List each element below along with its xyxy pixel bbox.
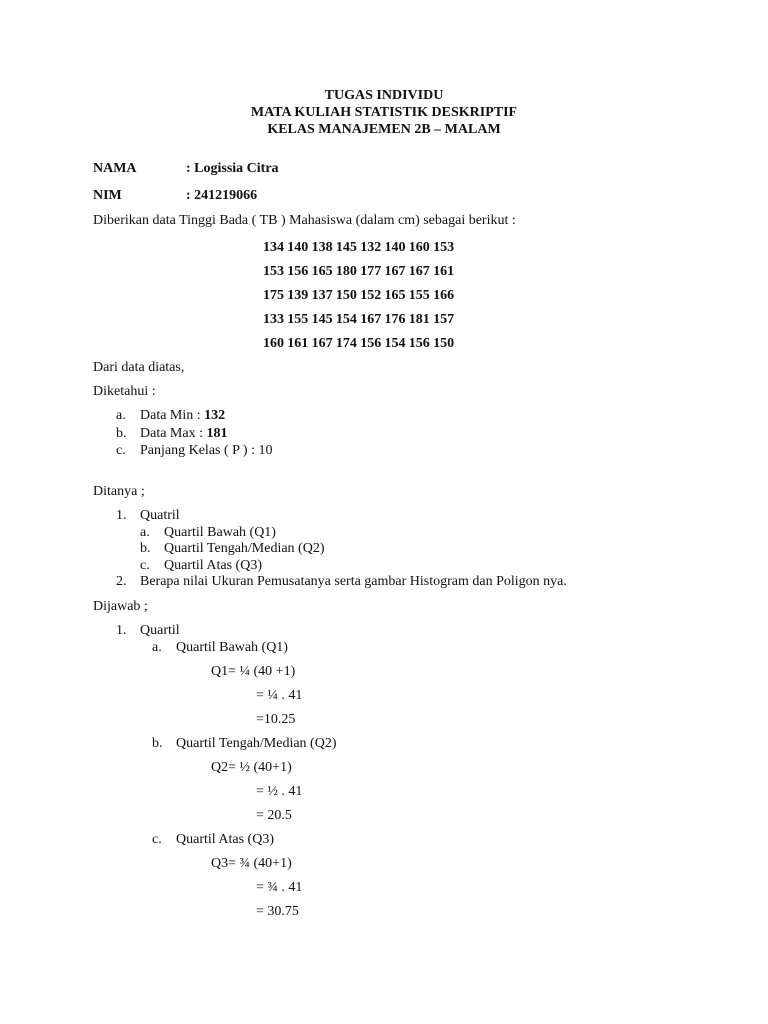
data-cell: 153 xyxy=(263,264,284,279)
sub-question-text: Quartil Atas (Q3) xyxy=(164,558,262,573)
formula-line: Q2= ½ (40+1) xyxy=(211,760,292,775)
list-marker: c. xyxy=(116,443,126,458)
data-cell: 145 xyxy=(335,240,357,255)
data-cell: 160 xyxy=(408,240,430,255)
dijawab-heading: Dijawab ; xyxy=(93,599,148,614)
data-cell: 165 xyxy=(384,288,406,303)
data-row xyxy=(263,240,457,256)
data-cell: 167 xyxy=(311,336,333,351)
answer-1-title: Quartil xyxy=(140,623,180,638)
data-row xyxy=(263,288,457,304)
list-marker: b. xyxy=(152,736,163,751)
answer-part-title: Quartil Atas (Q3) xyxy=(176,832,274,847)
data-cell: 133 xyxy=(263,312,284,327)
data-cell: 140 xyxy=(287,240,309,255)
nama-value: : Logissia Citra xyxy=(186,161,279,176)
title-line-2: MATA KULIAH STATISTIK DESKRIPTIF xyxy=(250,105,518,120)
data-cell: 165 xyxy=(311,264,333,279)
data-row xyxy=(263,264,457,280)
sub-question-text: Quartil Bawah (Q1) xyxy=(164,525,276,540)
data-cell: 150 xyxy=(433,336,455,351)
data-cell: 138 xyxy=(311,240,333,255)
list-item xyxy=(140,525,276,541)
data-cell: 155 xyxy=(287,312,309,327)
list-marker: a. xyxy=(116,408,126,423)
data-cell: 156 xyxy=(408,336,430,351)
data-cell: 139 xyxy=(287,288,309,303)
data-cell: 181 xyxy=(408,312,430,327)
data-cell: 175 xyxy=(263,288,284,303)
data-cell: 154 xyxy=(335,312,357,327)
data-min-label: Data Min : xyxy=(140,408,205,423)
question-2-text: Berapa nilai Ukuran Pemusatanya serta gambar Histogram dan Poligon nya. xyxy=(140,574,567,589)
data-cell: 152 xyxy=(360,288,382,303)
answer-part-title: Quartil Bawah (Q1) xyxy=(176,640,288,655)
data-cell: 153 xyxy=(433,240,455,255)
data-max-value: 181 xyxy=(206,426,228,441)
data-cell: 156 xyxy=(287,264,309,279)
data-cell: 166 xyxy=(433,288,455,303)
data-min-value: 132 xyxy=(204,408,226,423)
data-cell: 177 xyxy=(360,264,382,279)
list-item xyxy=(116,623,180,639)
formula-line: Q1= ¼ (40 +1) xyxy=(211,664,296,679)
nama-label: NAMA xyxy=(93,161,137,176)
list-marker: b. xyxy=(116,426,127,441)
list-item xyxy=(140,558,262,574)
data-cell: 174 xyxy=(335,336,357,351)
panjang-kelas-label: Panjang Kelas ( P ) : 10 xyxy=(140,443,273,458)
data-row xyxy=(263,336,457,352)
data-cell: 156 xyxy=(360,336,382,351)
list-marker: c. xyxy=(152,832,162,847)
list-item xyxy=(116,408,225,424)
data-cell: 176 xyxy=(384,312,406,327)
list-marker: c. xyxy=(140,558,150,573)
list-marker: a. xyxy=(152,640,162,655)
formula-line: Q3= ¾ (40+1) xyxy=(211,856,292,871)
data-cell: 140 xyxy=(384,240,406,255)
intro-text: Diberikan data Tinggi Bada ( TB ) Mahasiswa (dalam cm) sebagai berikut : xyxy=(93,213,516,228)
dari-data-text: Dari data diatas, xyxy=(93,360,185,375)
list-marker: 1. xyxy=(116,623,127,638)
question-1-text: Quatril xyxy=(140,508,180,523)
list-item xyxy=(116,426,227,442)
data-cell: 161 xyxy=(433,264,455,279)
data-cell: 154 xyxy=(384,336,406,351)
formula-line: = ½ . 41 xyxy=(256,784,303,799)
data-cell: 167 xyxy=(408,264,430,279)
data-cell: 132 xyxy=(360,240,382,255)
list-item xyxy=(140,541,325,557)
formula-line: = ¼ . 41 xyxy=(256,688,303,703)
formula-line: = 30.75 xyxy=(256,904,299,919)
data-max-label: Data Max : xyxy=(140,426,207,441)
list-marker: 2. xyxy=(116,574,127,589)
data-cell: 150 xyxy=(335,288,357,303)
list-marker: 1. xyxy=(116,508,127,523)
data-cell: 167 xyxy=(384,264,406,279)
data-cell: 157 xyxy=(433,312,455,327)
data-cell: 161 xyxy=(287,336,309,351)
list-item xyxy=(152,736,337,752)
nim-value: : 241219066 xyxy=(186,188,258,203)
list-item xyxy=(152,832,274,848)
data-cell: 145 xyxy=(311,312,333,327)
data-cell: 134 xyxy=(263,240,284,255)
formula-line: = ¾ . 41 xyxy=(256,880,303,895)
data-cell: 155 xyxy=(408,288,430,303)
data-cell: 137 xyxy=(311,288,333,303)
list-marker: a. xyxy=(140,525,150,540)
ditanya-heading: Ditanya ; xyxy=(93,484,145,499)
formula-line: =10.25 xyxy=(256,712,296,727)
list-item xyxy=(116,574,567,590)
nim-label: NIM xyxy=(93,188,122,203)
list-item xyxy=(116,443,272,459)
sub-question-text: Quartil Tengah/Median (Q2) xyxy=(164,541,325,556)
title-line-1: TUGAS INDIVIDU xyxy=(324,88,444,103)
answer-part-title: Quartil Tengah/Median (Q2) xyxy=(176,736,337,751)
formula-line: = 20.5 xyxy=(256,808,292,823)
title-line-3: KELAS MANAJEMEN 2B – MALAM xyxy=(267,122,501,137)
data-cell: 160 xyxy=(263,336,284,351)
list-item xyxy=(116,508,180,524)
data-cell: 180 xyxy=(335,264,357,279)
data-cell: 167 xyxy=(360,312,382,327)
list-item xyxy=(152,640,288,656)
diketahui-heading: Diketahui : xyxy=(93,384,156,399)
list-marker: b. xyxy=(140,541,151,556)
data-row xyxy=(263,312,457,328)
